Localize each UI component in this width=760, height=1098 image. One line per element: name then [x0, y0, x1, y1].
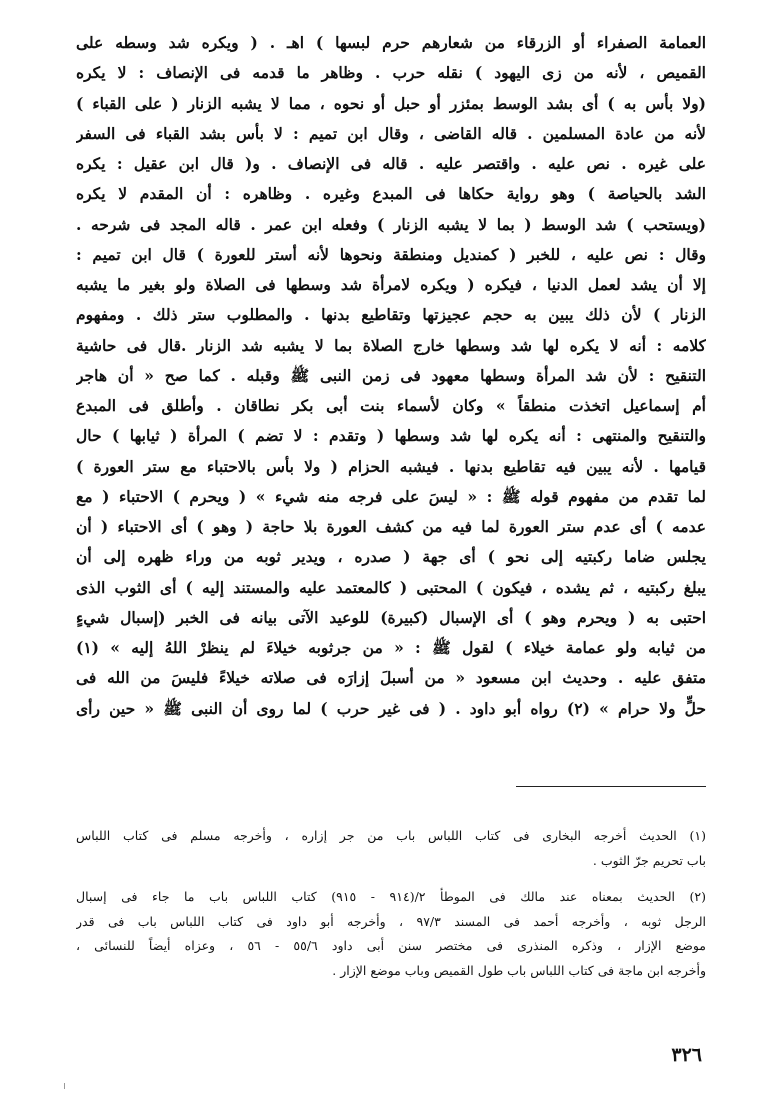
text-line: حلٍّ ولا حرام » (٢) رواه أبو داود . ( فى غير حرب ) لما روى أن النبى ﷺ « حين رأى — [76, 698, 706, 718]
text-line: احتبى به ( ويحرم وهو ) أى الإسبال (كبيرة) للوعيد الآتى بيانه فى الخبر (إسبال شيءٍ — [76, 607, 706, 627]
text-line: أم إسماعيل اتخذت منطقاً » وكان لأسماء بنت أبى بكر نطاقان . وأطلق فى المبدع — [76, 396, 706, 415]
text-line: القميص ، لأنه من زى اليهود ) نقله حرب . وظاهر ما قدمه فى الإنصاف : لا يكره — [76, 63, 706, 83]
text-line: التنقيح : لأن شد المرأة وسطها معهود فى زمن النبى ﷺ وقبله . كما صح « أن هاجر — [76, 365, 706, 385]
footnote-line: باب تحريم جرّ الثوب . — [592, 852, 706, 868]
footnote-line: وأخرجه ابن ماجة فى كتاب اللباس باب طول القميص وباب موضع الإزار . — [332, 962, 706, 978]
book-page — [76, 28, 706, 1088]
scan-mark — [64, 1083, 68, 1089]
footnotes — [76, 824, 706, 983]
footnote-separator — [516, 786, 706, 787]
footnote-line: (٢) الحديث بمعناه عند مالك فى الموطأ ٢/(٩١٤ - ٩١٥) كتاب اللباس باب ما جاء فى إسبال — [76, 889, 706, 904]
text-line: (ويستحب ) شد الوسط ( بما لا يشبه الزنار ) وفعله ابن عمر . قاله المجد فى شرحه . — [76, 214, 706, 234]
text-line: الشد بالحياصة ) وهو رواية حكاها فى المبدع وغيره . وظاهره : أن المقدم لا يكره — [76, 184, 706, 204]
text-line: والتنقيح والمنتهى : أنه يكره لها شد وسطها ( وتقدم : لا تضم ) المرأة ( ثيابها ) حال — [76, 426, 706, 446]
text-line: إلا أن يشد لعمل الدنيا ، فيكره ( ويكره لامرأة شد وسطها فى الصلاة ولو بغير ما يشبه — [76, 275, 706, 294]
main-text — [76, 28, 706, 724]
text-line: عدمه ) أى عدم ستر العورة لما فيه من كشف العورة بلا حاجة ( وهو ) أى الاحتباء ( أن — [76, 517, 706, 536]
text-line: لما تقدم من مفهوم قوله ﷺ : « ليسَ على فرجه منه شيء » ( ويحرم ) الاحتباء ( مع — [76, 486, 706, 506]
text-line: قيامها . لأنه يبين فيه تقاطيع بدنها . فيشبه الحزام ( ولا بأس بالاحتباء مع ستر العورة ) — [76, 456, 706, 476]
text-line: (ولا بأس به ) أى بشد الوسط بمئزر أو حبل أو نحوه ، مما لا يشبه الزنار ( على القباء ) — [76, 93, 706, 113]
text-line: يجلس ضاما ركبتيه إلى نحو ) أى جهة ( صدره ، ويدير ثوبه من وراء ظهره إلى أن — [76, 547, 706, 567]
text-line: يبلغ ركبتيه ، ثم يشده ، فيكون ) المحتبى ( كالمعتمد عليه والمستند إليه ) أى الثوب الذى — [76, 577, 706, 597]
footnote-line: الرجل ثوبه ، وأخرجه أحمد فى المسند ٩٧/٣ ، وأخرجه أبو داود فى كتاب اللباس باب فى قدر — [76, 913, 706, 929]
text-line: من ثيابه ولو عمامة خيلاء ) لقول ﷺ : « من جرثوبه خيلاءَ لم ينظرْ اللهُ إليه » (١) — [76, 638, 706, 657]
text-line: متفق عليه . وحديث ابن مسعود « من أسبلَ إزارَه فى صلاته خيلاءً فليسَ من الله فى — [76, 668, 706, 688]
text-line: الزنار ) لأن ذلك يبين به حجم عجيزتها وتقاطيع بدنها . والمطلوب ستر ذلك . ومفهوم — [76, 305, 706, 325]
text-line: وقال : نص عليه ، للخبر ( كمنديل ومنطقة ونحوها لأنه أستر للعورة ) قال ابن تميم : — [76, 244, 706, 264]
footnote-line: موضع الإزار ، وذكره المنذرى فى مختصر سنن أبى داود ٥٥/٦ - ٥٦ ، وعزاه أيضاً للنسائى ، — [76, 938, 706, 953]
text-line: العمامة الصفراء أو الزرقاء من شعارهم حرم لبسها ) اهـ . ( ويكره شد وسطه على — [76, 33, 706, 52]
text-line: على غيره . نص عليه . واقتصر عليه . قاله فى الإنصاف . و( قال ابن عقيل : يكره — [76, 154, 706, 173]
footnote-line: (١) الحديث أخرجه البخارى فى كتاب اللباس باب من جر إزاره ، وأخرجه مسلم فى كتاب اللباس — [76, 828, 706, 843]
page-number: ٣٢٦ — [671, 1044, 702, 1066]
text-line: كلامه : أنه لا يكره لها شد وسطها خارج الصلاة بما لا يشبه شد الزنار .قال فى حاشية — [76, 335, 706, 355]
text-line: لأنه من عادة المسلمين . قاله القاضى ، وقال ابن تميم : لا بأس بشد القباء فى السفر — [76, 123, 706, 143]
